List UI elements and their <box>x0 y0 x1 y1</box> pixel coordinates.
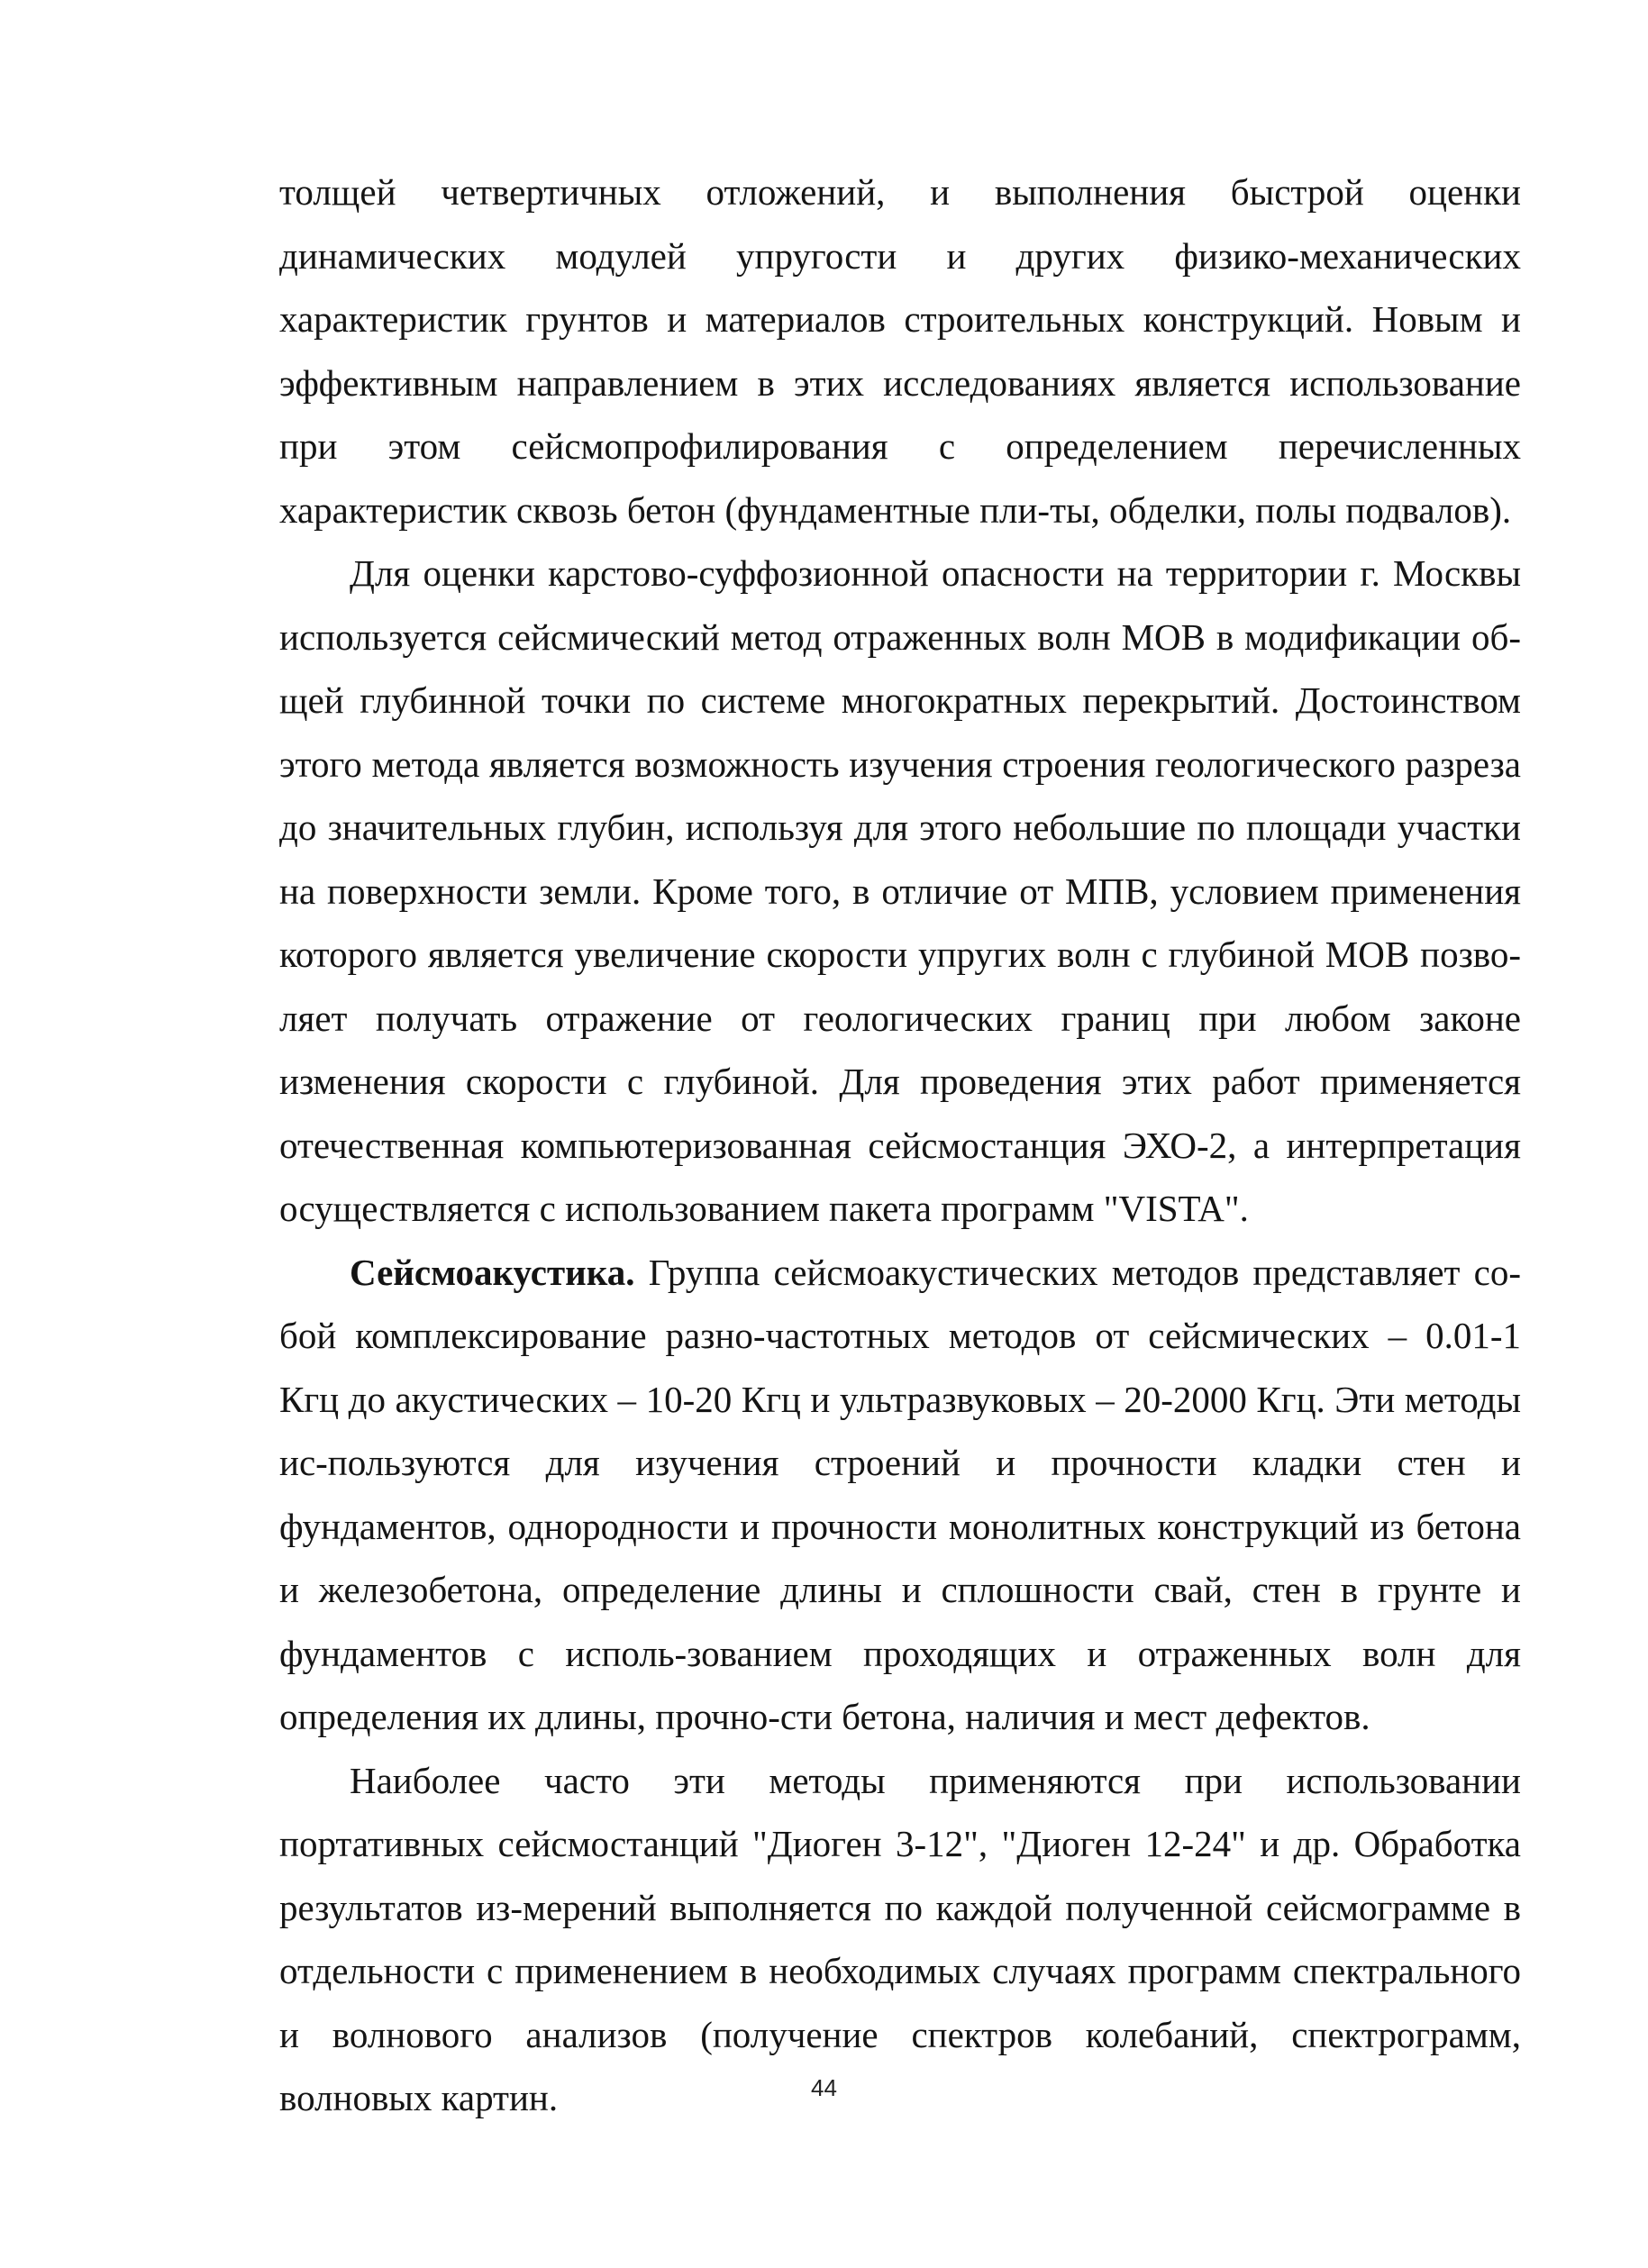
paragraph-1-text: толщей четвертичных отложений, и выполнения быстрой оценки динамических модулей упругости и других физико-механических характеристик грунтов и материалов строительных конструкций. Новым и эффективным направлением в этих исследованиях является использование при этом сейсмопрофилирования с определением перечисленных характеристик сквозь бетон (фундаментные пли-ты, обделки, полы подвалов). <box>279 171 1521 531</box>
paragraph-1 <box>279 160 1521 542</box>
document-page <box>279 160 1521 2130</box>
paragraph-2-text: Для оценки карстово-суффозионной опасности на территории г. Москвы используется сейсмический метод отраженных волн МОВ в модификации об-щей глубинной точки по системе многократных перекрытий. Достоинством этого метода является возможность изучения строения геологического разреза до значительных глубин, используя для этого небольшие по площади участки на поверхности земли. Кроме того, в отличие от МПВ, условием применения которого является увеличение скорости упругих волн с глубиной МОВ позво-ляет получать отражение от геологических границ при любом законе изменения скорости с глубиной. Для проведения этих работ применяется отечественная компьютеризованная сейсмостанция ЭХО-2, а интерпретация осуществляется с использованием пакета программ "VISTA". <box>279 552 1521 1229</box>
paragraph-2 <box>279 542 1521 1241</box>
section-heading-seismoacoustics: Сейсмоакустика. <box>350 1251 635 1293</box>
paragraph-4 <box>279 1749 1521 2130</box>
paragraph-4-text: Наиболее часто эти методы применяются при использовании портативных сейсмостанций "Диоген 3-12", "Диоген 12-24" и др. Обработка результатов из-мерений выполняется по каждой полученной сейсмограмме в отдельности с применением в необходимых случаях программ спектрального и волнового анализов (получение спектров колебаний, спектрограмм, волновых картин. <box>279 1759 1521 2118</box>
page-number: 44 <box>811 2074 837 2101</box>
paragraph-3 <box>279 1241 1521 1749</box>
paragraph-3-text: Группа сейсмоакустических методов представляет со-бой комплексирование разно-частотных методов от сейсмических – 0.01-1 Кгц до акустических – 10-20 Кгц и ультразвуковых – 20-2000 Кгц. Эти методы ис-пользуются для изучения строений и прочности кладки стен и фундаментов, однородности и прочности монолитных конструкций из бетона и железобетона, определение длины и сплошности свай, стен в грунте и фундаментов с исполь-зованием проходящих и отраженных волн для определения их длины, прочно-сти бетона, наличия и мест дефектов. <box>279 1251 1521 1737</box>
